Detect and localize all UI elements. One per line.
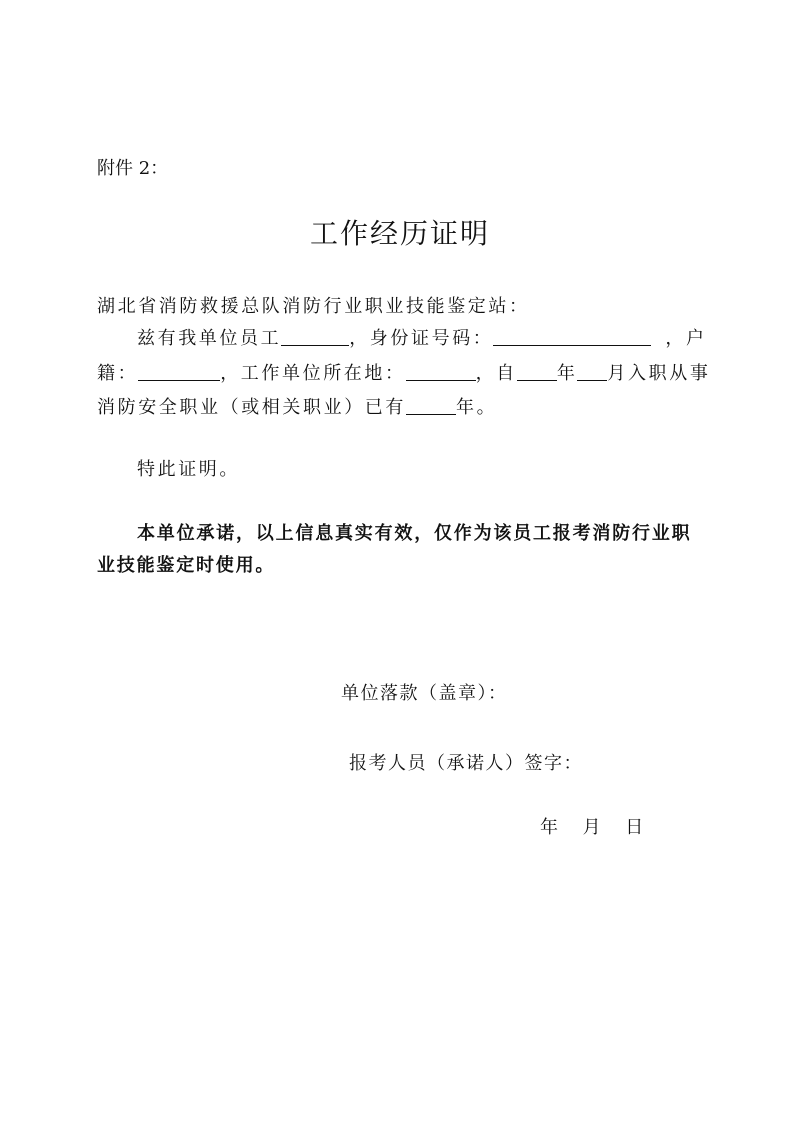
attachment-label: 附件 2：: [97, 158, 169, 179]
years-blank[interactable]: [406, 396, 456, 415]
employment-line: [97, 359, 710, 385]
years-suffix: 年。: [456, 397, 498, 418]
start-month-blank[interactable]: [577, 362, 607, 381]
month-text: 月入职从事: [607, 363, 711, 384]
hukou-label: 籍：: [97, 363, 139, 384]
hukou-text: ，户: [665, 328, 707, 349]
date-year: 年: [540, 817, 561, 838]
date-line: [540, 813, 646, 839]
year-text: 年: [556, 363, 578, 384]
id-number-blank[interactable]: [493, 327, 651, 346]
occupation-text: 消防安全职业（或相关职业）已有: [97, 397, 406, 418]
start-year-blank[interactable]: [517, 362, 557, 381]
certify-text: 特此证明。: [137, 459, 240, 480]
unit-signature-label: 单位落款（盖章）：: [341, 683, 508, 704]
duration-line: [97, 393, 497, 419]
page-title: 工作经历证明: [309, 217, 490, 250]
hukou-blank[interactable]: [138, 362, 220, 381]
recipient-line: 湖北省消防救援总队消防行业职业技能鉴定站：: [97, 296, 530, 317]
work-location-blank[interactable]: [406, 362, 476, 381]
work-location-text: ，工作单位所在地：: [220, 363, 406, 384]
promise-line-2: 业技能鉴定时使用。: [97, 555, 276, 576]
applicant-signature-label: 报考人员（承诺人）签字：: [349, 753, 583, 774]
date-day: 日: [625, 817, 646, 838]
id-number-text: ，身份证号码：: [349, 328, 494, 349]
promise-line-1: 本单位承诺，以上信息真实有效，仅作为该员工报考消防行业职: [137, 523, 692, 544]
employee-name-blank[interactable]: [281, 327, 349, 346]
employee-info-line: [137, 324, 707, 350]
date-month: 月: [582, 817, 604, 838]
since-text: ，自: [475, 363, 517, 384]
employee-text: 兹有我单位员工: [137, 328, 282, 349]
